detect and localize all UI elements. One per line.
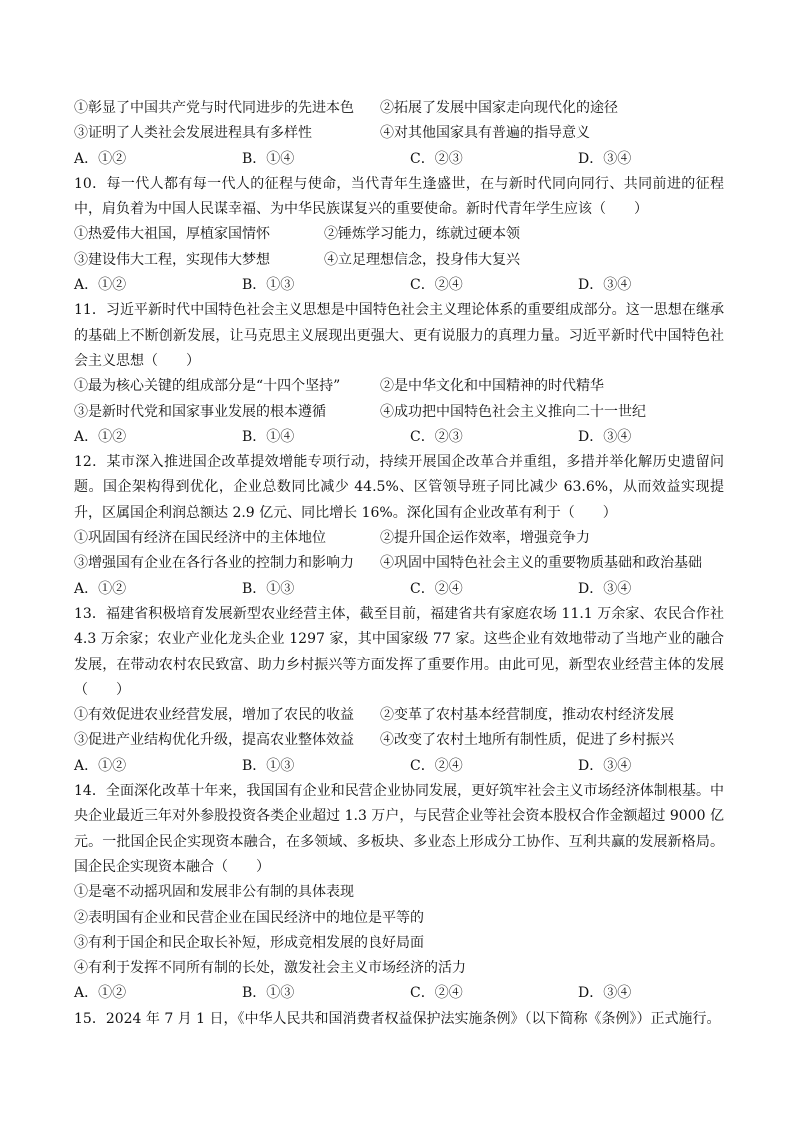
q9-option-4: ④对其他国家具有普遍的指导意义 (380, 125, 590, 142)
q12-options-row-1 (74, 526, 724, 551)
q12-choice-c: C．②④ (410, 580, 463, 597)
q10-option-3: ③建设伟大工程，实现伟大梦想 (74, 251, 270, 268)
q13-choice-b: B．①③ (242, 757, 295, 774)
q12-option-1: ①巩固国有经济在国民经济中的主体地位 (74, 530, 326, 547)
q11-choice-c: C．②③ (410, 428, 463, 445)
q13-stem: 13．福建省积极培育发展新型农业经营主体，截至目前，福建省共有家庭农场 11.1 万余家、农民合作社 4.3 万余家；农业产业化龙头企业 1297 家，其中国家级 77 家。这些企业有效地带动了当地产业的融合发展，在带动农村农民致富、助力乡村振兴等方面发挥了重要作用。由此可见，新型农业经营主体的发展（ ） (74, 605, 724, 698)
q14-option-4: ④有利于发挥不同所有制的长处，激发社会主义市场经济的活力 (74, 960, 466, 977)
q11-options-row-2 (74, 400, 724, 425)
q13-choice-c: C．②④ (410, 757, 463, 774)
q11-choices (74, 425, 724, 450)
q14-option-2: ②表明国有企业和民营企业在国民经济中的地位是平等的 (74, 909, 424, 926)
q9-option-3: ③证明了人类社会发展进程具有多样性 (74, 125, 312, 142)
q9-choice-d: D．③④ (578, 150, 632, 167)
q10-option-1: ①热爱伟大祖国，厚植家国情怀 (74, 226, 270, 243)
q14-choice-d: D．③④ (578, 985, 632, 1002)
q12-choice-a: A．①② (74, 580, 127, 597)
q10-stem: 10．每一代人都有每一代人的征程与使命，当代青年生逢盛世，在与新时代同向同行、共同前进的征程中，肩负着为中国人民谋幸福、为中华民族谋复兴的重要使命。新时代青年学生应该（ ） (74, 175, 724, 218)
question-content (74, 96, 724, 1032)
q13-option-1: ①有效促进农业经营发展，增加了农民的收益 (74, 707, 354, 724)
q9-choice-a: A．①② (74, 150, 127, 167)
q10-choices (74, 273, 724, 298)
q14-choice-c: C．②④ (410, 985, 463, 1002)
q10-option-2: ②锤炼学习能力，练就过硬本领 (324, 226, 520, 243)
q9-option-1: ①彰显了中国共产党与时代同进步的先进本色 (74, 100, 354, 116)
q9-option-2: ②拓展了发展中国家走向现代化的途径 (380, 100, 618, 116)
q12-option-2: ②提升国企运作效率，增强竞争力 (380, 530, 590, 547)
q11-option-4: ④成功把中国特色社会主义推向二十一世纪 (380, 403, 646, 420)
q11-option-2: ②是中华文化和中国精神的时代精华 (380, 378, 604, 395)
q10-options-row-2 (74, 248, 724, 273)
q11-stem: 11．习近平新时代中国特色社会主义思想是中国特色社会主义理论体系的重要组成部分。这一思想在继承的基础上不断创新发展，让马克思主义展现出更强大、更有说服力的真理力量。习近平新时代中国特色社会主义思想（ ） (74, 302, 724, 369)
q10-choice-c: C．②④ (410, 277, 463, 294)
q9-choice-b: B．①④ (242, 150, 295, 167)
q13-option-3: ③促进产业结构优化升级，提高农业整体效益 (74, 732, 354, 749)
q11-choice-a: A．①② (74, 428, 127, 445)
q13-options-row-1 (74, 703, 724, 728)
q10-option-4: ④立足理想信念，投身伟大复兴 (324, 251, 520, 268)
q11-option-3: ③是新时代党和国家事业发展的根本遵循 (74, 403, 326, 420)
q10-options-row-1 (74, 222, 724, 247)
q10-choice-d: D．③④ (578, 277, 632, 294)
q15-stem: 15．2024 年 7 月 1 日，《中华人民共和国消费者权益保护法实施条例》（以下简称《条例》）正式施行。 (74, 1010, 721, 1027)
q9-choices (74, 147, 724, 172)
q13-options-row-2 (74, 728, 724, 753)
q14-choices (74, 981, 724, 1006)
q12-choices (74, 577, 724, 602)
q12-option-3: ③增强国有企业在各行各业的控制力和影响力 (74, 555, 354, 572)
q12-choice-d: D．③④ (578, 580, 632, 597)
q14-choice-a: A．①② (74, 985, 127, 1002)
q10-choice-a: A．①② (74, 277, 127, 294)
q14-option-1: ①是毫不动摇巩固和发展非公有制的具体表现 (74, 884, 354, 901)
q14-choice-b: B．①③ (242, 985, 295, 1002)
q11-options-row-1 (74, 374, 724, 399)
q12-choice-b: B．①③ (242, 580, 295, 597)
q13-option-4: ④改变了农村土地所有制性质，促进了乡村振兴 (380, 732, 674, 749)
q14-stem: 14．全面深化改革十年来，我国国有企业和民营企业协同发展，更好筑牢社会主义市场经济体制根基。中央企业最近三年对外参股投资各类企业超过 1.3 万户，与民营企业等社会资本股权合作金额超过 9000 亿元。一批国企民企实现资本融合，在多领域、多板块、多业态上形成分工协作、互利共赢的发展新格局。国企民企实现资本融合（ ） (74, 783, 724, 875)
q9-options-row-1 (74, 96, 724, 121)
q12-option-4: ④巩固中国特色社会主义的重要物质基础和政治基础 (380, 555, 702, 572)
q14-option-3: ③有利于国企和民企取长补短，形成竞相发展的良好局面 (74, 934, 424, 951)
q13-option-2: ②变革了农村基本经营制度，推动农村经济发展 (380, 707, 674, 724)
q11-choice-b: B．①④ (242, 428, 295, 445)
q9-options-row-2 (74, 121, 724, 146)
q13-choice-d: D．③④ (578, 757, 632, 774)
q13-choice-a: A．①② (74, 757, 127, 774)
q13-choices (74, 754, 724, 779)
q12-stem: 12．某市深入推进国企改革提效增能专项行动，持续开展国企改革合并重组，多措并举化解历史遗留问题。国企架构得到优化，企业总数同比减少 44.5%、区管领导班子同比减少 63.6%，从而效益实现提升，区属国企利润总额达 2.9 亿元、同比增长 16%。深化国有企业改革有利于（ ） (74, 454, 724, 521)
q11-option-1: ①最为核心关键的组成部分是“十四个坚持” (74, 378, 341, 395)
q11-choice-d: D．③④ (578, 428, 632, 445)
q9-choice-c: C．②③ (410, 150, 463, 167)
q10-choice-b: B．①③ (242, 277, 295, 294)
q12-options-row-2 (74, 551, 724, 576)
